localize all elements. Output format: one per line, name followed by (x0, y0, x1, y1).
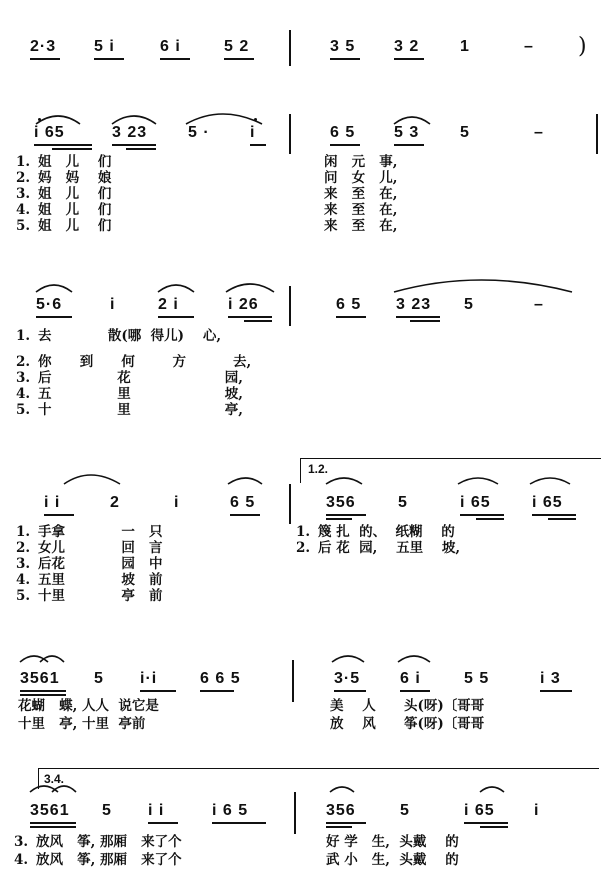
underline (140, 690, 176, 692)
note-group: 6 5 (336, 296, 362, 313)
slur-arcs (0, 640, 608, 680)
lyric-text: 问 女 儿, (324, 170, 398, 186)
verse-number: 5. (16, 218, 31, 234)
high-dot (254, 118, 257, 121)
underline-double (20, 694, 66, 696)
underline-double (410, 320, 440, 322)
system-2 (0, 96, 608, 246)
note-group: 5 (460, 124, 470, 141)
note-group: 3561 (20, 670, 60, 687)
underline-double (126, 148, 156, 150)
lyric-text: 姐 儿 们 (38, 186, 112, 202)
lyric-text: 来 至 在, (324, 218, 398, 234)
verse-number: 1. (16, 328, 31, 344)
note-group: i (110, 296, 116, 313)
note-group: 5 i (94, 38, 115, 55)
underline (326, 822, 366, 824)
note-group: 5 · (188, 124, 210, 141)
lyric-text: 女儿 回 言 (38, 540, 163, 556)
verse-number: 2. (16, 540, 31, 556)
lyric-text: 五里 坡 前 (38, 572, 163, 588)
note-group: 6 5 (330, 124, 356, 141)
underline (94, 58, 124, 60)
lyric-text: 后花 园 中 (38, 556, 163, 572)
lyric-text: 武 小 生, 头戴 的 (326, 852, 459, 868)
verse-number: 3. (16, 370, 31, 386)
note-group: 5 (400, 802, 410, 819)
note-group: 5 (398, 494, 408, 511)
note-group: 2 (110, 494, 120, 511)
lyric-text: 十里 亭, 十里 亭前 (18, 716, 146, 732)
note-group: i 65 (532, 494, 563, 511)
note-group: i 6 5 (212, 802, 249, 819)
note-group: 356 (326, 494, 356, 511)
note-group: 3 23 (396, 296, 432, 313)
underline (330, 144, 360, 146)
verse-number: 5. (16, 588, 31, 604)
underline (336, 316, 366, 318)
underline (224, 58, 254, 60)
note-group: i 65 (464, 802, 495, 819)
underline (148, 822, 178, 824)
underline (532, 514, 576, 516)
underline (326, 514, 366, 516)
lyric-text: 放风 筝, 那厢 来了个 (36, 852, 182, 868)
underline (540, 690, 572, 692)
bar-line (289, 30, 291, 66)
lyric-text: 姐 儿 们 (38, 202, 112, 218)
lyric-text: 花蝴 蝶, 人人 说它是 (18, 698, 159, 714)
bar-line (289, 114, 291, 154)
underline (330, 58, 360, 60)
verse-number: 1. (16, 154, 31, 170)
note-group: 3561 (30, 802, 70, 819)
verse-number: 3. (16, 186, 31, 202)
lyric-text: 放 风 筝(呀)〔哥哥 (330, 716, 485, 732)
note-group: i (534, 802, 540, 819)
verse-number: 1. (16, 524, 31, 540)
note-group: 6 5 (230, 494, 256, 511)
underline-double (52, 148, 92, 150)
underline (464, 822, 508, 824)
underline (228, 316, 272, 318)
lyric-text: 十里 亭 前 (38, 588, 163, 604)
note-group: i 65 (34, 124, 65, 141)
underline (396, 316, 440, 318)
note-group: 5 (464, 296, 474, 313)
underline-double (476, 518, 504, 520)
note-group: i·i (140, 670, 158, 687)
slur-arcs (0, 462, 608, 502)
note-group: 1 (460, 38, 470, 55)
lyric-text: 去 散(哪 得儿) 心, (38, 328, 222, 344)
bar-line (292, 660, 294, 702)
lyric-text: 妈 妈 娘 (38, 170, 112, 186)
high-dot (38, 118, 41, 121)
verse-number: 4. (16, 572, 31, 588)
note-group: 3·5 (334, 670, 361, 687)
note-group: 5 (94, 670, 104, 687)
underline (334, 690, 366, 692)
note-group: 5 5 (464, 670, 490, 687)
closing-paren: ) (578, 34, 587, 59)
verse-number: 4. (16, 202, 31, 218)
underline (460, 514, 504, 516)
note-group: 5 (102, 802, 112, 819)
system-6 (0, 764, 608, 884)
underline-double (326, 518, 352, 520)
note-group: i 26 (228, 296, 259, 313)
underline-double (480, 826, 508, 828)
verse-number: 2. (296, 540, 311, 556)
lyric-text: 五 里 坡, (38, 386, 243, 402)
slur-arcs (0, 770, 608, 810)
note-group: i 65 (460, 494, 491, 511)
underline (230, 514, 260, 516)
bar-line (289, 484, 291, 524)
system-1 (0, 0, 608, 80)
note-group: 5·6 (36, 296, 63, 313)
verse-number: 3. (14, 834, 29, 850)
note-group: 2 i (158, 296, 179, 313)
lyric-text: 后 花 园, (38, 370, 243, 386)
bar-line (289, 286, 291, 326)
underline-double (326, 826, 352, 828)
note-group: 6 i (160, 38, 181, 55)
note-group: 3 23 (112, 124, 148, 141)
underline (400, 690, 430, 692)
underline (394, 144, 424, 146)
system-5 (0, 640, 608, 750)
note-group: i (174, 494, 180, 511)
underline (30, 58, 60, 60)
slur-arcs (0, 270, 608, 310)
underline-double (244, 320, 272, 322)
underline (34, 144, 92, 146)
volta-label: 3.4. (44, 772, 65, 786)
note-group: i i (44, 494, 61, 511)
volta-label: 1.2. (308, 462, 329, 476)
note-group: 2·3 (30, 38, 57, 55)
lyric-text: 篾 扎 的、 纸糊 的 (318, 524, 455, 540)
system-4 (0, 452, 608, 622)
note-group: 356 (326, 802, 356, 819)
underline (200, 690, 234, 692)
verse-number: 2. (16, 354, 31, 370)
underline (20, 690, 66, 692)
lyric-text: 后 花 园, 五里 坡, (318, 540, 461, 556)
lyric-text: 来 至 在, (324, 186, 398, 202)
lyric-text: 闲 元 事, (324, 154, 398, 170)
verse-number: 4. (16, 386, 31, 402)
underline-double (548, 518, 576, 520)
lyric-text: 姐 儿 们 (38, 218, 112, 234)
underline (36, 316, 72, 318)
lyric-text: 美 人 头(呀)〔哥哥 (330, 698, 485, 714)
note-group: 3 2 (394, 38, 420, 55)
note-group: i i (148, 802, 165, 819)
underline (160, 58, 190, 60)
underline (212, 822, 266, 824)
note-group: – (534, 124, 544, 141)
note-group: i (250, 124, 256, 141)
note-group: i 3 (540, 670, 561, 687)
note-group: 6 i (400, 670, 421, 687)
underline (250, 144, 266, 146)
note-group: 5 3 (394, 124, 420, 141)
bar-line (294, 792, 296, 834)
note-group: – (534, 296, 544, 313)
underline (44, 514, 74, 516)
lyric-text: 你 到 何 方 去, (38, 354, 252, 370)
lyric-text: 来 至 在, (324, 202, 398, 218)
bar-line (596, 114, 598, 154)
underline (30, 822, 76, 824)
note-group: 5 2 (224, 38, 250, 55)
slur-arcs (0, 102, 608, 142)
verse-number: 5. (16, 402, 31, 418)
lyric-text: 好 学 生, 头戴 的 (326, 834, 459, 850)
verse-number: 1. (296, 524, 311, 540)
system-3 (0, 270, 608, 430)
lyric-text: 手拿 一 只 (38, 524, 163, 540)
underline (394, 58, 424, 60)
note-group: – (524, 38, 534, 55)
note-group: 6 6 5 (200, 670, 241, 687)
underline-double (30, 826, 76, 828)
lyric-text: 十 里 亭, (38, 402, 243, 418)
underline (112, 144, 156, 146)
note-group: 3 5 (330, 38, 356, 55)
underline (158, 316, 194, 318)
verse-number: 2. (16, 170, 31, 186)
lyric-text: 姐 儿 们 (38, 154, 112, 170)
verse-number: 3. (16, 556, 31, 572)
verse-number: 4. (14, 852, 29, 868)
lyric-text: 放风 筝, 那厢 来了个 (36, 834, 182, 850)
